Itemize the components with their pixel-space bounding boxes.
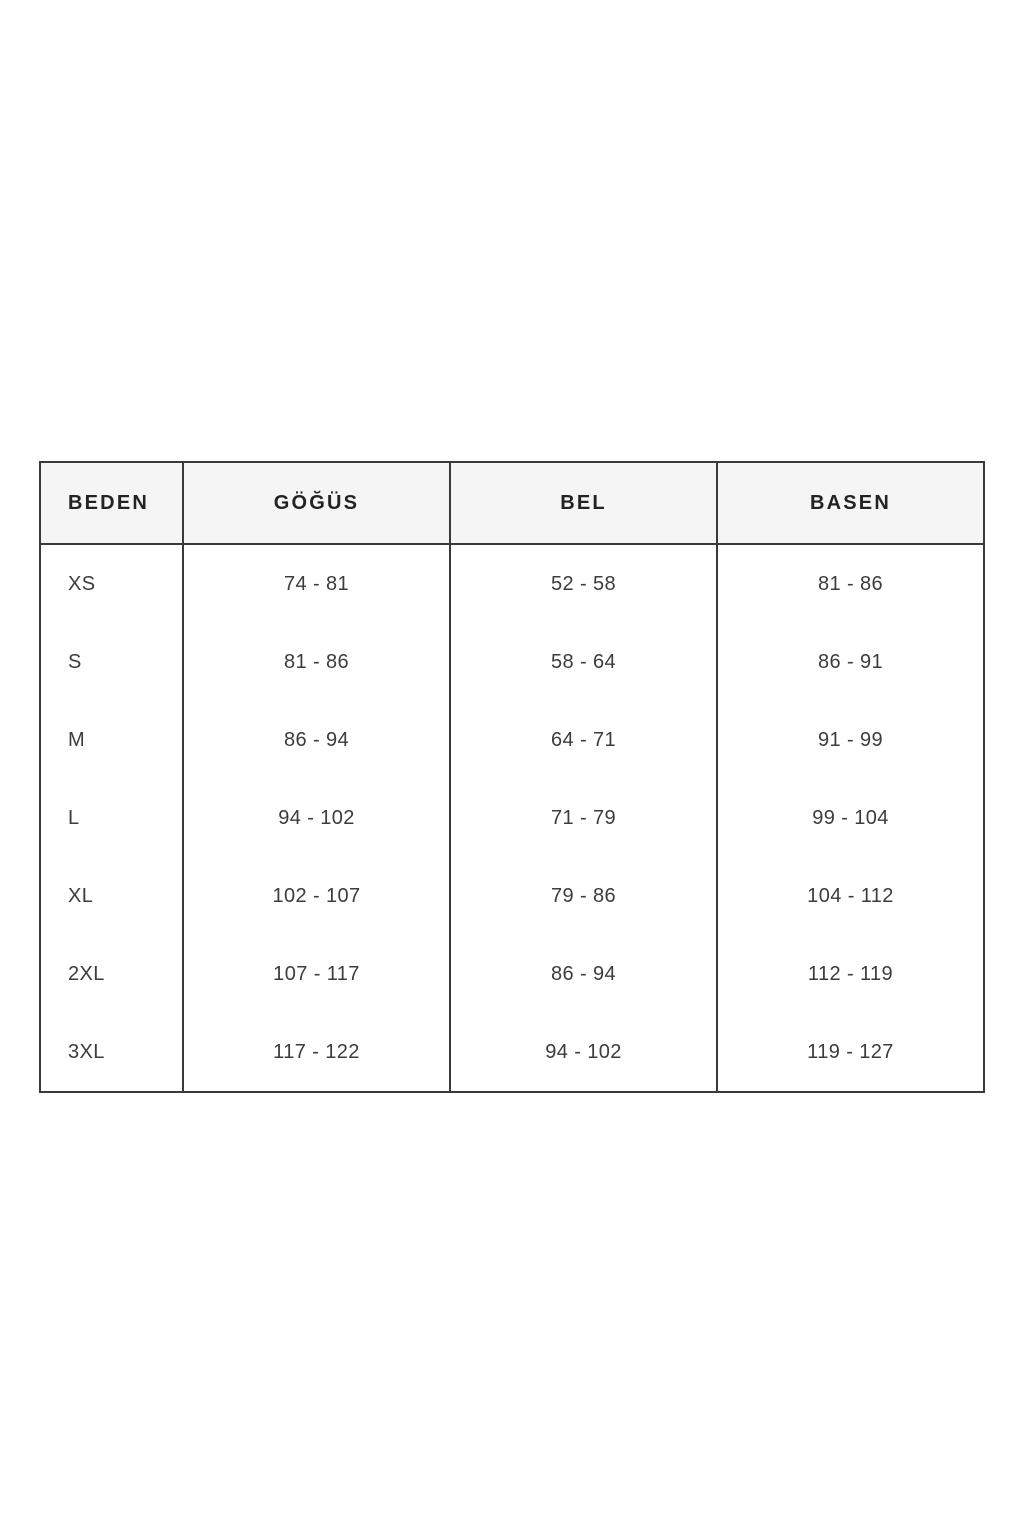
cell-bel: 94 - 102 bbox=[450, 1013, 717, 1092]
column-header-basen: BASEN bbox=[717, 462, 984, 544]
table-row bbox=[40, 1013, 984, 1092]
cell-bel: 79 - 86 bbox=[450, 857, 717, 935]
cell-gogus: 102 - 107 bbox=[183, 857, 450, 935]
column-header-bel: BEL bbox=[450, 462, 717, 544]
cell-gogus: 81 - 86 bbox=[183, 623, 450, 701]
cell-beden: XS bbox=[40, 544, 183, 623]
table-body bbox=[40, 544, 984, 1092]
column-header-gogus: GÖĞÜS bbox=[183, 462, 450, 544]
table-header-row bbox=[40, 462, 984, 544]
cell-beden: S bbox=[40, 623, 183, 701]
cell-beden: XL bbox=[40, 857, 183, 935]
table-row bbox=[40, 701, 984, 779]
cell-basen: 81 - 86 bbox=[717, 544, 984, 623]
table-row bbox=[40, 623, 984, 701]
table-row bbox=[40, 544, 984, 623]
size-chart-container bbox=[39, 461, 985, 1093]
cell-beden: 2XL bbox=[40, 935, 183, 1013]
cell-gogus: 94 - 102 bbox=[183, 779, 450, 857]
cell-gogus: 107 - 117 bbox=[183, 935, 450, 1013]
table-row bbox=[40, 779, 984, 857]
cell-basen: 104 - 112 bbox=[717, 857, 984, 935]
cell-basen: 119 - 127 bbox=[717, 1013, 984, 1092]
table-row bbox=[40, 935, 984, 1013]
cell-beden: L bbox=[40, 779, 183, 857]
cell-bel: 58 - 64 bbox=[450, 623, 717, 701]
cell-gogus: 74 - 81 bbox=[183, 544, 450, 623]
cell-gogus: 86 - 94 bbox=[183, 701, 450, 779]
cell-beden: M bbox=[40, 701, 183, 779]
cell-beden: 3XL bbox=[40, 1013, 183, 1092]
cell-gogus: 117 - 122 bbox=[183, 1013, 450, 1092]
cell-bel: 52 - 58 bbox=[450, 544, 717, 623]
cell-basen: 86 - 91 bbox=[717, 623, 984, 701]
cell-bel: 86 - 94 bbox=[450, 935, 717, 1013]
table-row bbox=[40, 857, 984, 935]
table-header bbox=[40, 462, 984, 544]
cell-basen: 91 - 99 bbox=[717, 701, 984, 779]
cell-bel: 64 - 71 bbox=[450, 701, 717, 779]
cell-basen: 112 - 119 bbox=[717, 935, 984, 1013]
cell-basen: 99 - 104 bbox=[717, 779, 984, 857]
column-header-beden: BEDEN bbox=[40, 462, 183, 544]
cell-bel: 71 - 79 bbox=[450, 779, 717, 857]
size-chart-table bbox=[39, 461, 985, 1093]
